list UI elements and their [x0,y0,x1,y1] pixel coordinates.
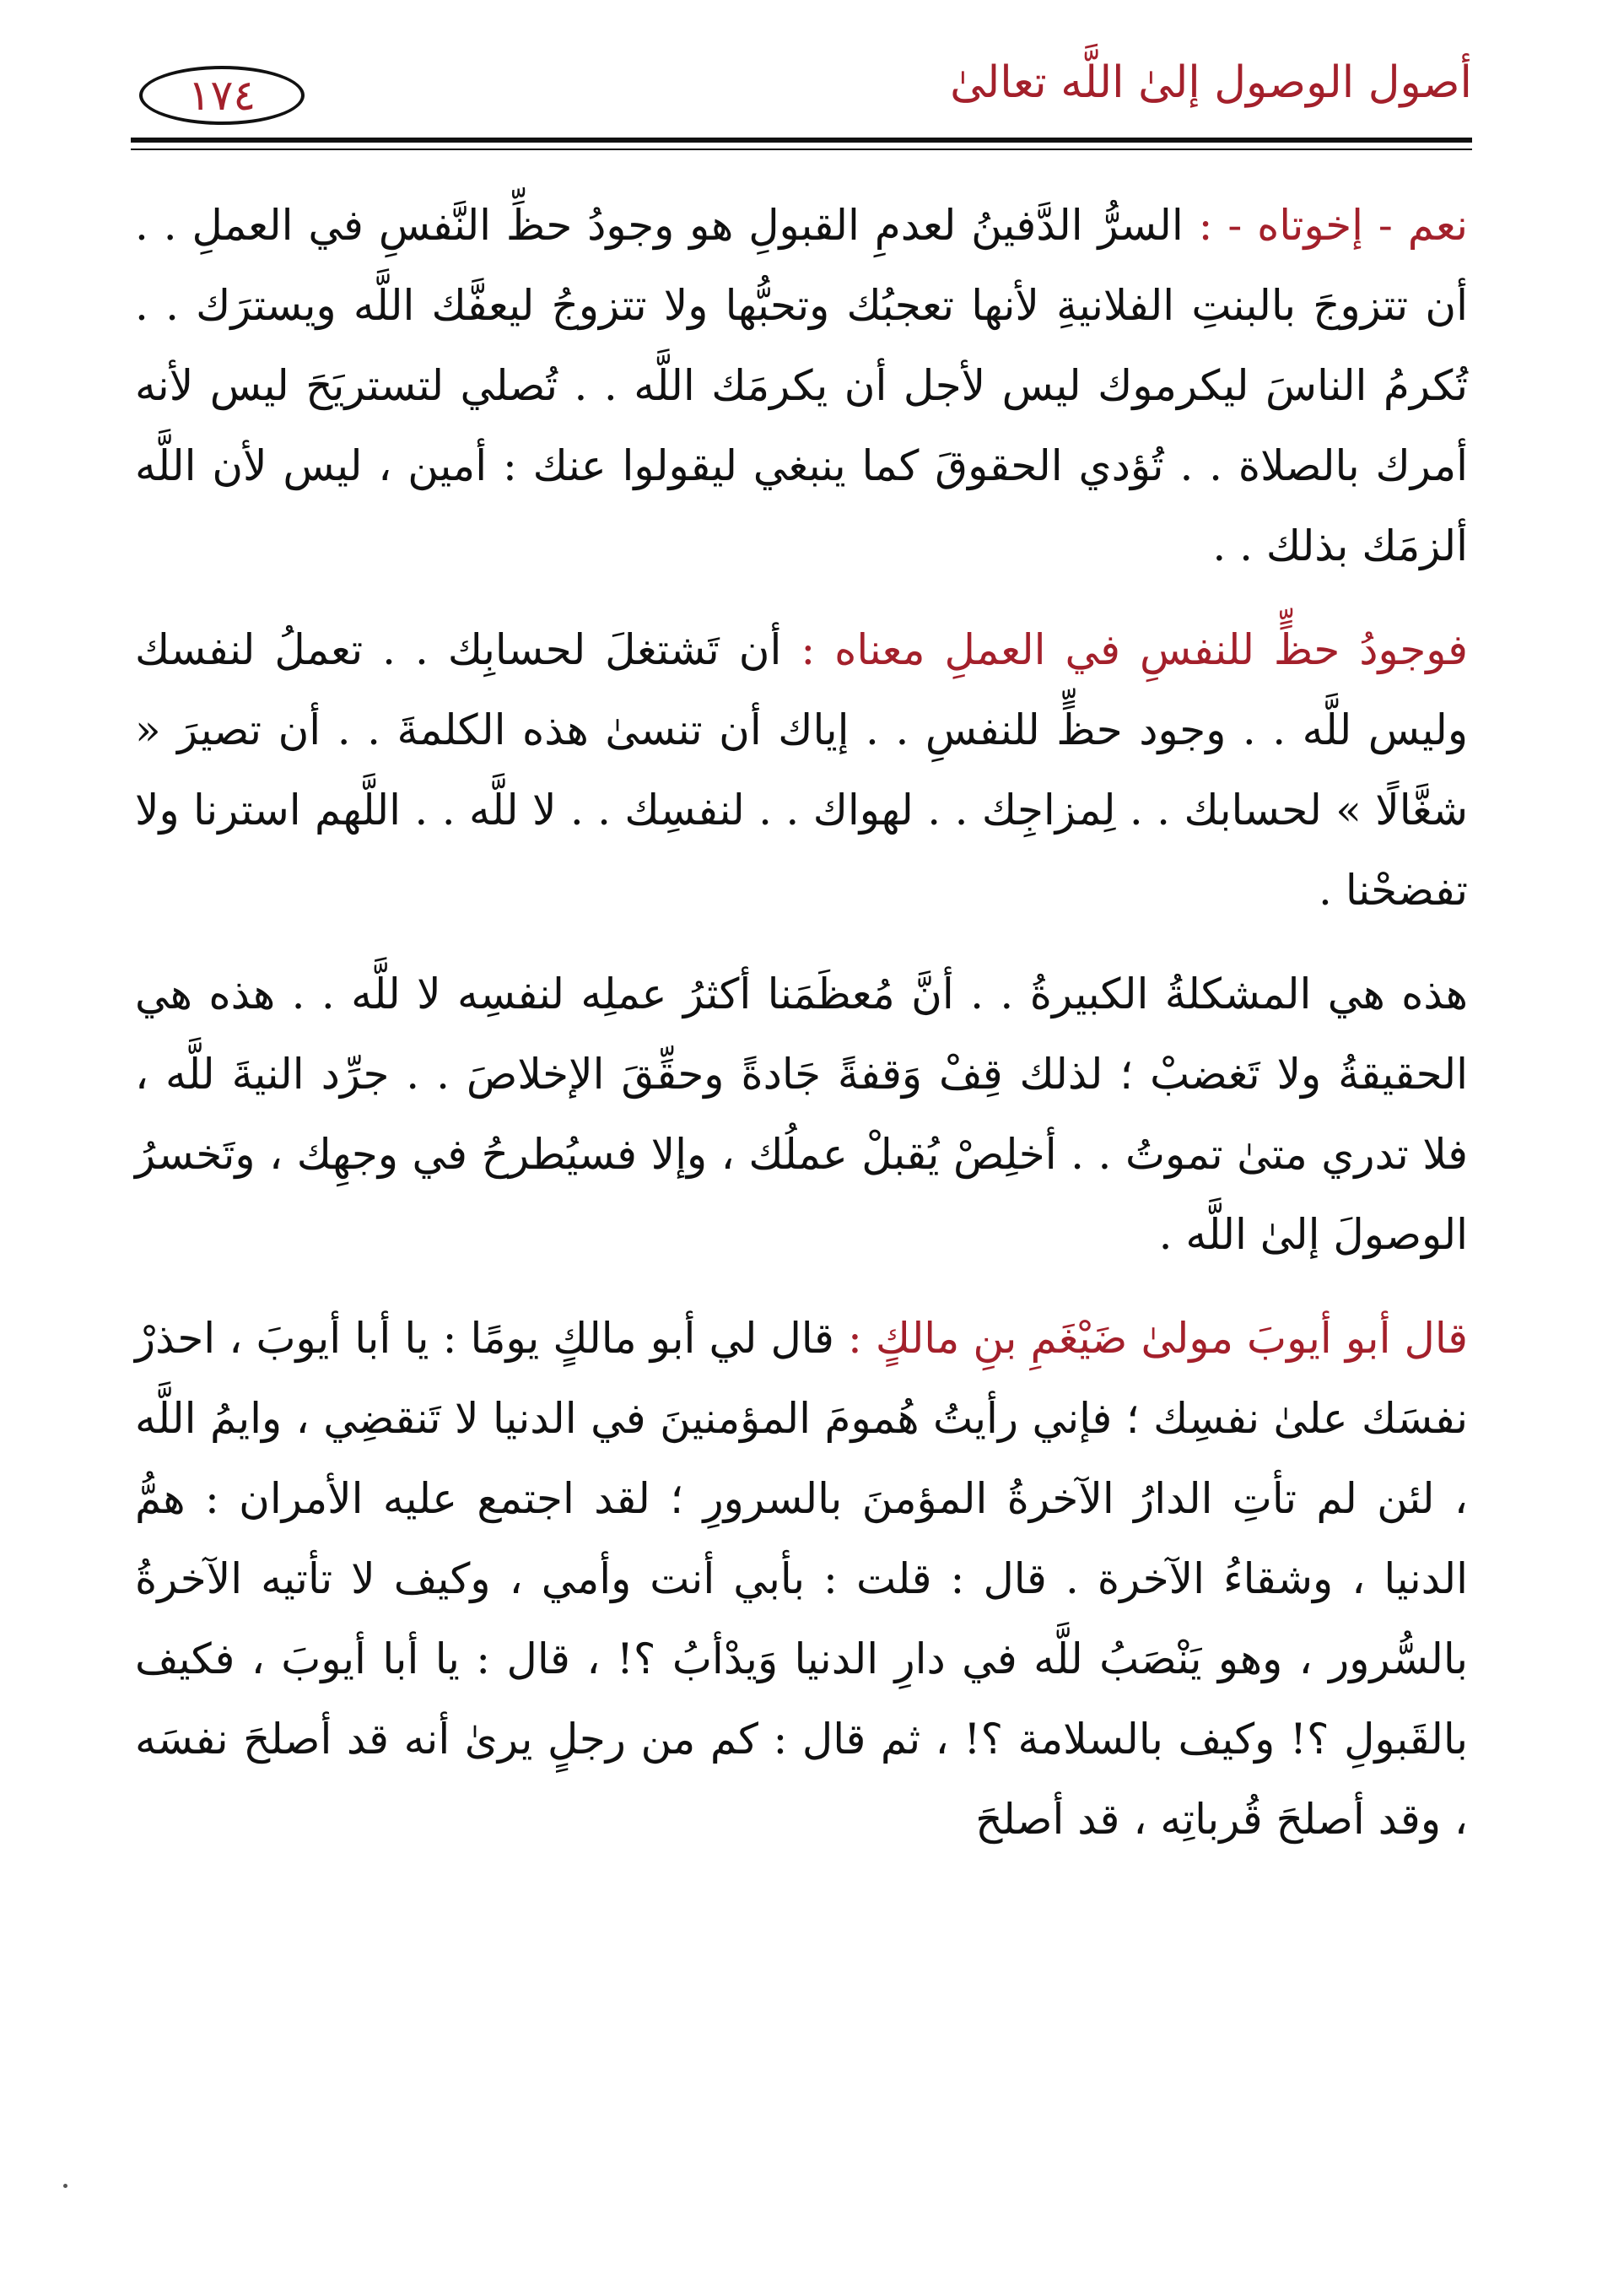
body-text [135,186,1468,1860]
header-rule-thick [131,138,1472,143]
running-title: أصول الوصول إلىٰ اللَّه تعالىٰ [950,57,1472,108]
page-header [131,51,1472,135]
paragraph-4-text: قال لي أبو مالكٍ يومًا : يا أبا أيوبَ ، احذرْ نفسَك علىٰ نفسِك ؛ فإني رأيتُ هُمومَ المؤمنينَ في الدنيا لا تَنقضِي ، وايمُ اللَّه ، لئن لم تأتِ الدارُ الآخرةُ المؤمنَ بالسرورِ ؛ لقد اجتمع عليه الأمران : همُّ الدنيا ، وشقاءُ الآخرة . قال : قلت : بأبي أنت وأمي ، وكيف لا تأتيه الآخرةُ بالسُّرور ، وهو يَنْصَبُ للَّه في دارِ الدنيا وَيدْأبُ ؟! ، قال : يا أبا أيوبَ ، فكيف بالقَبولِ ؟! وكيف بالسلامة ؟! ، ثم قال : كم من رجلٍ يرىٰ أنه قد أصلحَ نفسَه ، وقد أصلحَ قُرباتِه ، قد أصلحَ [135,1314,1468,1844]
paragraph-4 [135,1299,1468,1860]
scan-speck [63,2184,67,2188]
paragraph-2-lead: فوجودُ حظٍّ للنفسِ في العملِ معناه : [801,625,1468,674]
paragraph-1 [135,186,1468,586]
paragraph-4-lead: قال أبو أيوبَ مولىٰ ضَيْغَمِ بنِ مالكٍ : [848,1314,1468,1363]
paragraph-1-text: السرُّ الدَّفينُ لعدمِ القبولِ هو وجودُ حظِّ النَّفسِ في العملِ . . أن تتزوجَ بالبنتِ الفلانيةِ لأنها تعجبُك وتحبُّها ولا تتزوجُ ليعفَّك اللَّه ويسترَك . . تُكرمُ الناسَ ليكرموك ليس لأجل أن يكرمَك اللَّه . . تُصلي لتستريَحَ ليس لأنه أمرك بالصلاة . . تُؤدي الحقوقَ كما ينبغي ليقولوا عنك : أمين ، ليس لأن اللَّه ألزمَك بذلك . . [135,201,1468,570]
paragraph-2 [135,610,1468,931]
page-number: ١٧٤ [187,71,256,120]
paragraph-2-text: أن تَشتغلَ لحسابِك . . تعملُ لنفسك وليس للَّه . . وجود حظٍّ للنفسِ . . إياك أن تنسىٰ هذه الكلمةَ . . أن تصيرَ « شغَّالًا » لحسابك . . لِمزاجِك . . لهواك . . لنفسِك . . لا للَّه . . اللَّهم استرنا ولا تفضحْنا . [135,625,1468,915]
page-number-badge [139,66,305,125]
paragraph-1-lead: نعم - إخوتاه - : [1198,201,1469,250]
header-rule-thin [131,149,1472,150]
paragraph-3-text: هذه هي المشكلةُ الكبيرةُ . . أنَّ مُعظَمَنا أكثرُ عملِه لنفسِه لا للَّه . . هذه هي الحقيقةُ ولا تَغضبْ ؛ لذلك قِفْ وَقفةً جَادةً وحقِّقَ الإخلاصَ . . جرِّد النيةَ للَّه ، فلا تدري متىٰ تموتُ . . أخلِصْ يُقبلْ عملُك ، وإلا فسيُطرحُ في وجهِك ، وتَخسرُ الوصولَ إلىٰ اللَّه . [135,970,1468,1259]
paragraph-3 [135,954,1468,1275]
